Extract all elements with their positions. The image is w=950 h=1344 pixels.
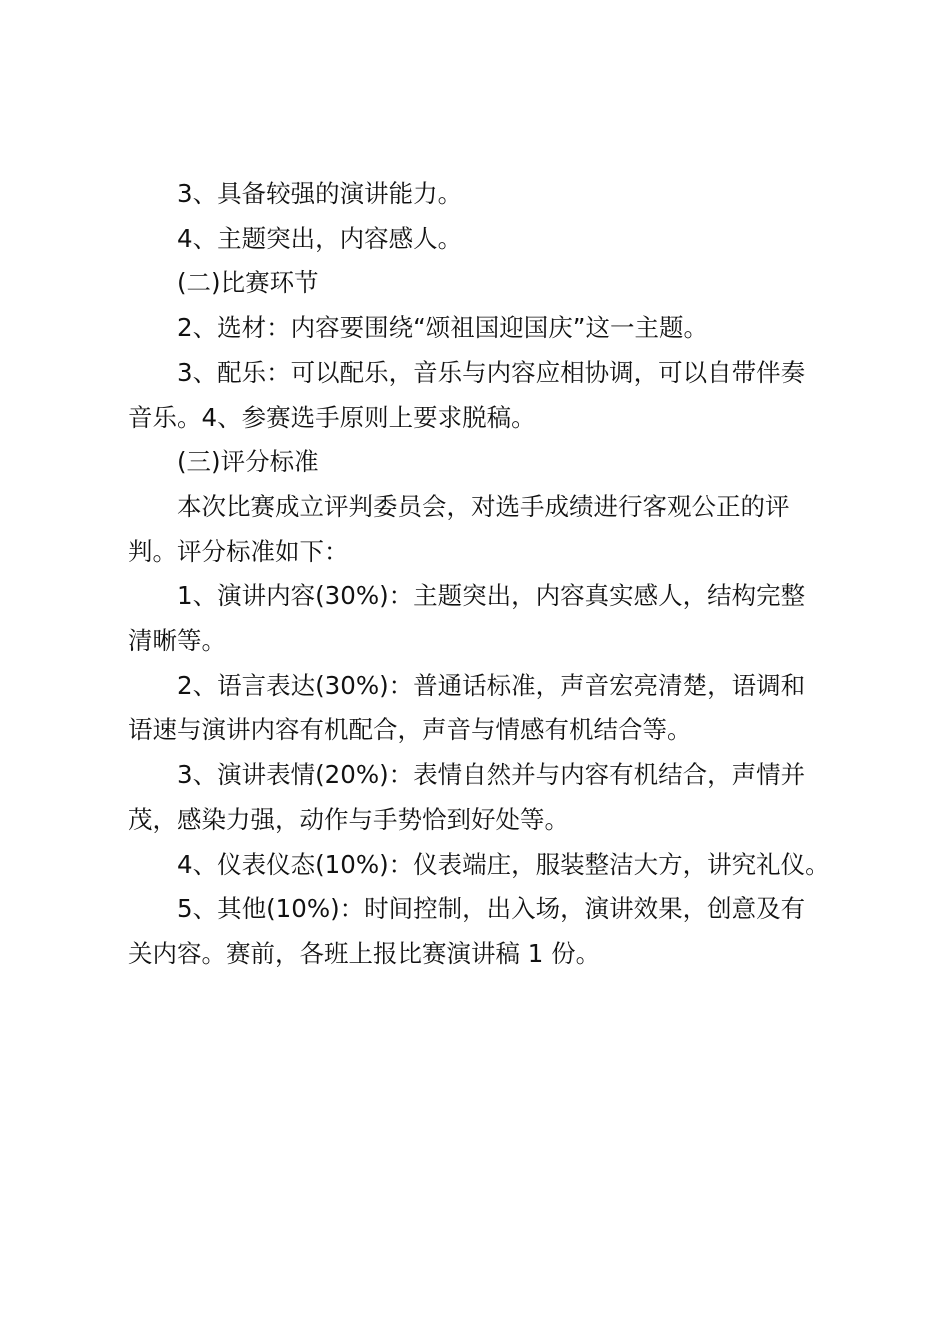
text-line: 清晰等。 xyxy=(128,626,226,656)
paragraph-score-appearance xyxy=(128,843,848,888)
text-line: 3、演讲表情(20%)：表情自然并与内容有机结合，声情并 xyxy=(177,760,806,790)
text-line: 1、演讲内容(30%)：主题突出，内容真实感人，结构完整 xyxy=(177,581,806,611)
document-body xyxy=(128,172,848,977)
paragraph-jury-intro xyxy=(128,485,848,574)
text-line: 关内容。赛前，各班上报比赛演讲稿 1 份。 xyxy=(128,938,601,968)
text-line: 2、语言表达(30%)：普通话标准，声音宏亮清楚，语调和 xyxy=(177,670,806,700)
paragraph-criteria-3 xyxy=(128,172,848,217)
paragraph-score-expression xyxy=(128,753,848,842)
text-line: 4、仪表仪态(10%)：仪表端庄，服装整洁大方，讲究礼仪。 xyxy=(177,849,830,879)
section-heading: (二)比赛环节 xyxy=(177,268,319,298)
text-line: 3、配乐：可以配乐，音乐与内容应相协调，可以自带伴奏 xyxy=(177,357,806,387)
text-line: 本次比赛成立评判委员会，对选手成绩进行客观公正的评 xyxy=(177,491,790,521)
text-line: 语速与演讲内容有机配合，声音与情感有机结合等。 xyxy=(128,715,692,745)
paragraph-score-content xyxy=(128,574,848,663)
text-line: 茂，感染力强，动作与手势恰到好处等。 xyxy=(128,804,569,834)
paragraph-music xyxy=(128,351,848,440)
text-line: 音乐。4、参赛选手原则上要求脱稿。 xyxy=(128,402,536,432)
section-heading-competition-stages xyxy=(128,261,848,306)
text-line: 4、主题突出，内容感人。 xyxy=(177,223,463,253)
text-line: 2、选材：内容要围绕“颂祖国迎国庆”这一主题。 xyxy=(177,313,708,343)
section-heading-scoring-criteria xyxy=(128,440,848,485)
paragraph-score-language xyxy=(128,664,848,753)
text-line: 判。评分标准如下： xyxy=(128,536,349,566)
section-heading: (三)评分标准 xyxy=(177,447,319,477)
text-line: 5、其他(10%)：时间控制，出入场，演讲效果，创意及有 xyxy=(177,894,806,924)
text-line: 3、具备较强的演讲能力。 xyxy=(177,179,463,208)
paragraph-material xyxy=(128,306,848,351)
paragraph-criteria-4 xyxy=(128,217,848,262)
paragraph-score-other xyxy=(128,887,848,976)
